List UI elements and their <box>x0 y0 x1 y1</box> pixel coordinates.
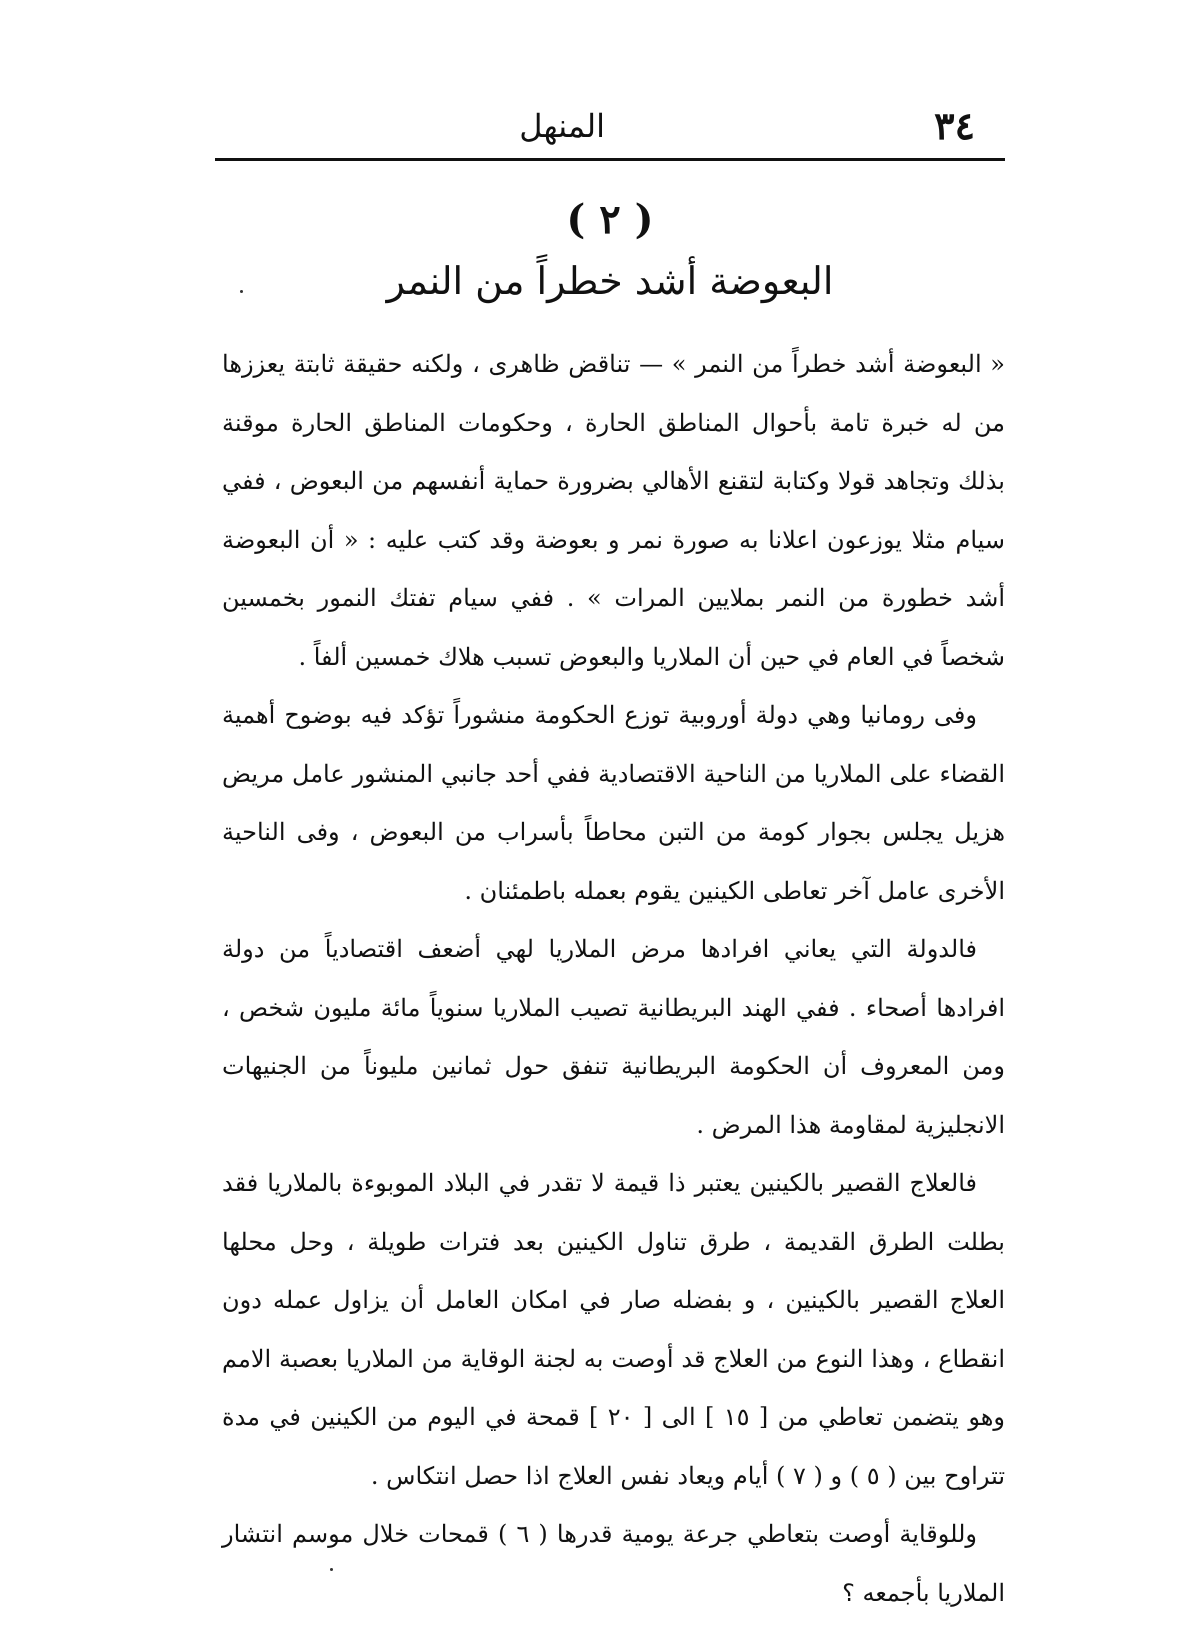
section-number: ( ٢ ) <box>566 196 654 243</box>
paragraph-2: وفى رومانيا وهي دولة أوروبية توزع الحكومة منشوراً تؤكد فيه بوضوح أهمية القضاء على الملاريا من الناحية الاقتصادية ففي أحد جانبي المنشور عامل مريض هزيل يجلس بجوار كومة من التبن محاطاً بأسراب من البعوض ، وفى الناحية الأخرى عامل آخر تعاطى الكينين يقوم بعمله باطمئنان . <box>222 701 1005 905</box>
scan-speck <box>240 290 243 293</box>
header-rule <box>215 158 1005 161</box>
page-header <box>215 100 1005 152</box>
paragraph-3: فالدولة التي يعاني افرادها مرض الملاريا لهي أضعف اقتصادياً من دولة افرادها أصحاء . ففي الهند البريطانية تصيب الملاريا سنوياً مائة مليون شخص ، ومن المعروف أن الحكومة البريطانية تنفق حول ثمانين مليوناً من الجنيهات الانجليزية لمقاومة هذا المرض . <box>222 935 1006 1139</box>
page-number: ٣٤ <box>934 103 975 148</box>
paragraph-5: وللوقاية أوصت بتعاطي جرعة يومية قدرها ( ٦ ) قمحات خلال موسم انتشار الملاريا بأجمعه ؟ <box>222 1520 1005 1607</box>
running-title: المنهل <box>519 107 605 145</box>
article-title: البعوضة أشد خطراً من النمر <box>386 259 834 303</box>
paragraph-4: فالعلاج القصير بالكينين يعتبر ذا قيمة لا تقدر في البلاد الموبوءة بالملاريا فقد بطلت الطرق القديمة ، طرق تناول الكينين بعد فترات طويلة ، وحل محلها العلاج القصير بالكينين ، و بفضله صار في امكان العامل أن يزاول عمله دون انقطاع ، وهذا النوع من العلاج قد أوصت به لجنة الوقاية من الملاريا بعصبة الامم وهو يتضمن تعاطي من [ ١٥ ] الى [ ٢٠ ] قمحة في اليوم من الكينين في مدة تتراوح بين ( ٥ ) و ( ٧ ) أيام ويعاد نفس العلاج اذا حصل انتكاس . <box>222 1169 1006 1490</box>
article-body <box>222 335 1005 1622</box>
paragraph-1: « البعوضة أشد خطراً من النمر » — تناقض ظاهرى ، ولكنه حقيقة ثابتة يعززها من له خبرة تامة بأحوال المناطق الحارة ، وحكومات المناطق الحارة موقنة بذلك وتجاهد قولا وكتابة لتقنع الأهالي بضرورة حماية أنفسهم من البعوض ، ففي سيام مثلا يوزعون اعلانا به صورة نمر و بعوضة وقد كتب عليه : « أن البعوضة أشد خطورة من النمر بملايين المرات » . ففي سيام تفتك النمور بخمسين شخصاً في العام في حين أن الملاريا والبعوض تسبب هلاك خمسين ألفاً . <box>222 350 1005 671</box>
scan-speck <box>330 1568 333 1571</box>
